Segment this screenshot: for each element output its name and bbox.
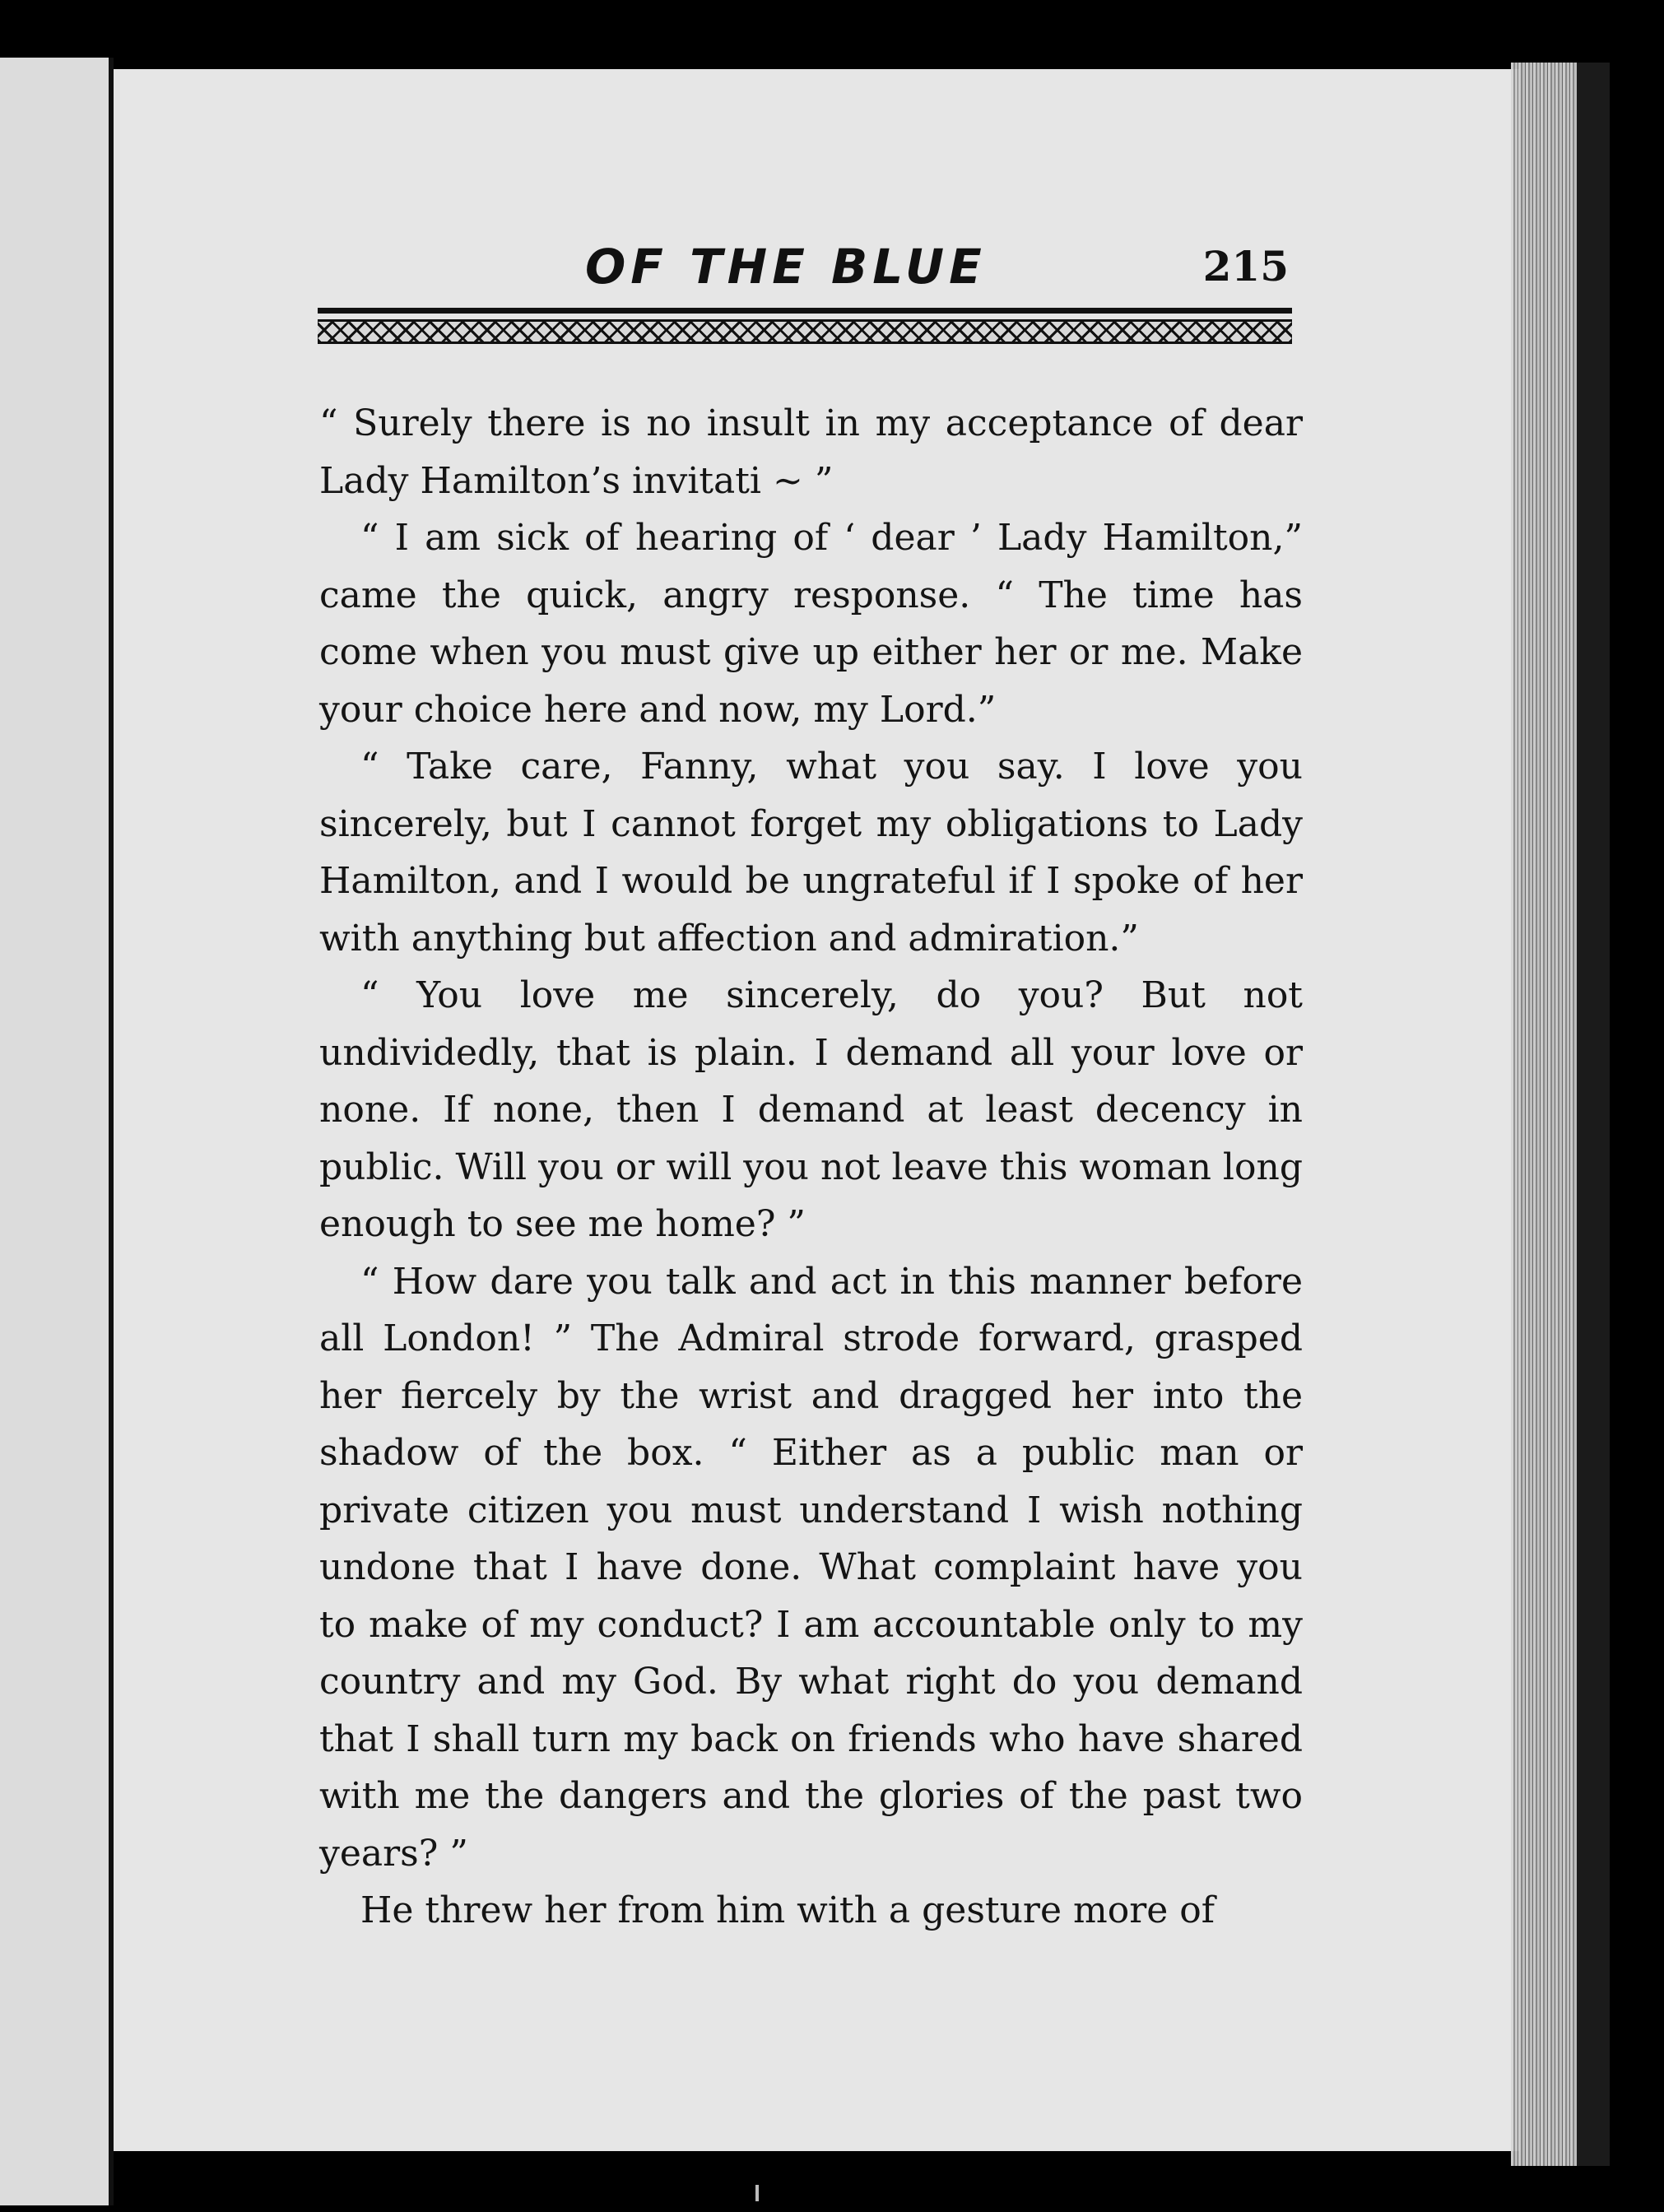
ornamental-border	[318, 319, 1292, 344]
page-block-edge	[1511, 63, 1577, 2166]
running-title: OF THE BLUE	[585, 239, 987, 295]
paragraph: “ Surely there is no insult in my acceptance of dear Lady Hamilton’s invitati ~ ”	[319, 402, 1303, 502]
paragraph: “ I am sick of hearing of ‘ dear ’ Lady Hamilton,” came the quick, angry response. “ The time has come when you must give up either her or me. Make your choice here and now, my Lord.”	[319, 517, 1303, 731]
header-rule	[318, 308, 1292, 314]
page-number: 215	[1202, 242, 1289, 290]
running-header	[318, 239, 1297, 304]
paragraph: “ Take care, Fanny, what you say. I love you sincerely, but I cannot forget my obligations to Lady Hamilton, and I would be ungrateful if I spoke of her with anything but affection and admiration.”	[319, 746, 1303, 960]
body-text	[319, 395, 1303, 1940]
facing-page-edge	[0, 58, 114, 2205]
book-cover-edge	[1577, 63, 1610, 2166]
paragraph: “ You love me sincerely, do you? But not undividedly, that is plain. I demand all your love or none. If none, then I demand at least decency in public. Will you or will you not leave this woman long enough to see me home? ”	[319, 974, 1303, 1245]
paragraph: He threw her from him with a gesture more of	[360, 1889, 1215, 1931]
paragraph: “ How dare you talk and act in this manner before all London! ” The Admiral strode forward, grasped her fiercely by the wrist and dragged her into the shadow of the box. “ Either as a public man or private citizen you must understand I wish nothing undone that I have done. What complaint have you to make of my conduct? I am accountable only to my country and my God. By what right do you demand that I shall turn my back on friends who have shared with me the dangers and the glories of the past two years? ”	[319, 1260, 1303, 1875]
scan-artifact	[755, 2185, 759, 2201]
